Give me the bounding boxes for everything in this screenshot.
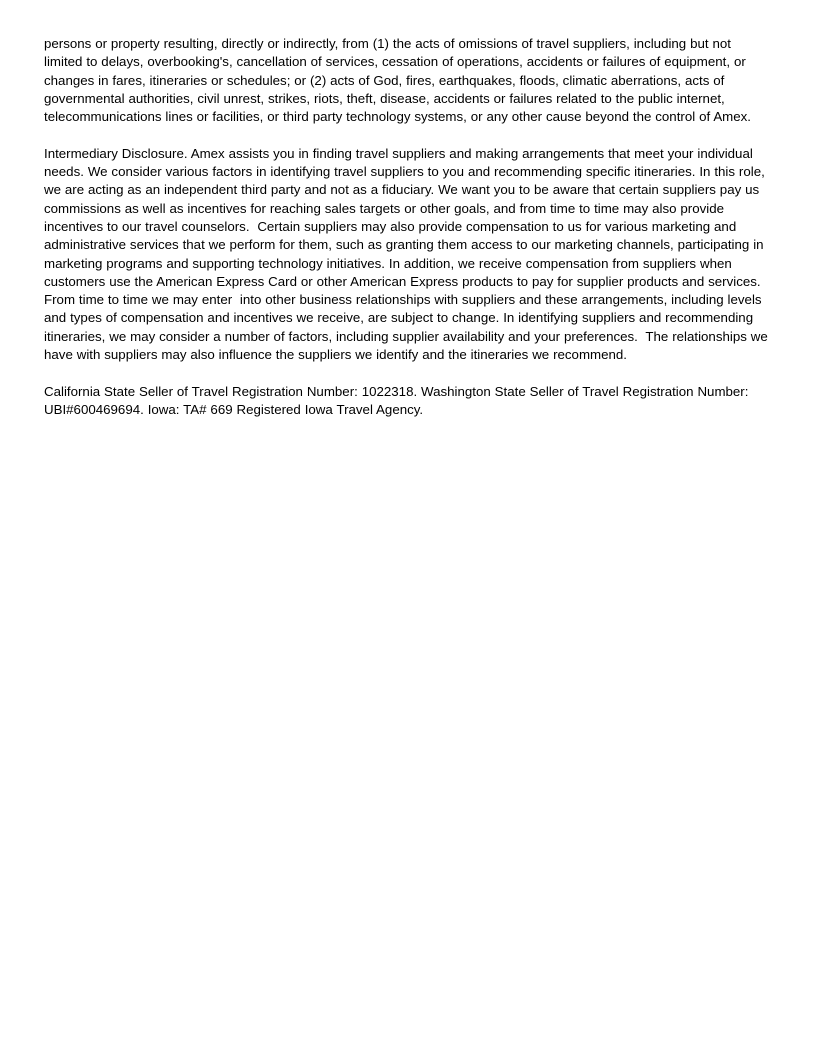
paragraph-state-registration-numbers: California State Seller of Travel Registration Number: 1022318. Washington State Seller of Travel Registration Number: UBI#600469694. Iowa: TA# 669 Registered Iowa Travel Agency. (44, 383, 753, 417)
paragraph-supplier-liability-disclaimer: persons or property resulting, directly or indirectly, from (1) the acts of omissions of travel suppliers, including but not limited to delays, overbooking's, cancellation of services, cessation of operations, accidents or failures of equipment, or changes in fares, itineraries or schedules; or (2) acts of God, fires, earthquakes, floods, climatic aberrations, acts of governmental authorities, civil unrest, strikes, riots, theft, disease, accidents or failures related to the public internet, telecommunications lines or facilities, or third party technology systems, or any other cause beyond the control of Amex. (44, 36, 751, 125)
paragraph-intermediary-disclosure: Intermediary Disclosure. Amex assists you in finding travel suppliers and making arrangements that meet your individual needs. We consider various factors in identifying travel suppliers to you and recommending specific itineraries. In this role, we are acting as an independent third party and not as a fiduciary. We want you to be aware that certain suppliers pay us commissions as well as incentives for reaching sales targets or other goals, and from time to time may also provide incentives to our travel counselors. Certain suppliers may also provide compensation to us for various marketing and administrative services that we perform for them, such as granting them access to our marketing channels, participating in marketing programs and supporting technology initiatives. In addition, we receive compensation from suppliers when customers use the American Express Card or other American Express products to pay for supplier products and services. From time to time we may enter into other business relationships with suppliers and these arrangements, including levels and types of compensation and incentives we receive, are subject to change. In identifying suppliers and recommending itineraries, we may consider a number of factors, including supplier availability and your preferences. The relationships we have with suppliers may also influence the suppliers we identify and the itineraries we recommend. (44, 145, 772, 363)
